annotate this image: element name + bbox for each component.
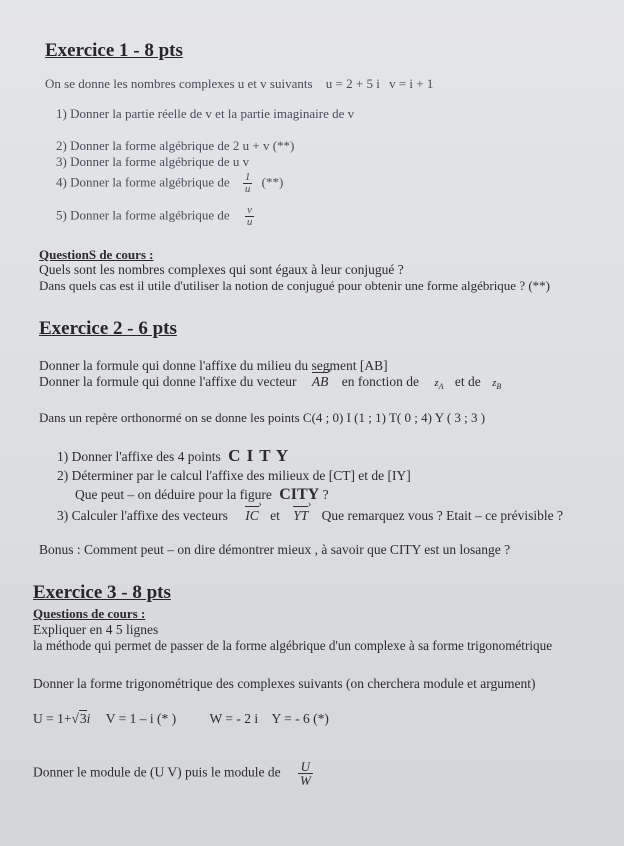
ex3-last-numerator: U (298, 760, 313, 774)
ex2-line2-mid: en fonction de (341, 374, 419, 389)
ex1-u-def: u = 2 + 5 i (325, 76, 380, 91)
ex1-q4-text: 4) Donner la forme algébrique de (56, 174, 230, 190)
ex2-q1-points: C I T Y (228, 446, 290, 465)
ex3-last-denominator: W (299, 773, 311, 788)
ex2-bonus: Bonus : Comment peut – on dire démontrer mieux , à savoir que CITY est un losange ? (39, 542, 511, 557)
ex2-q3-suffix: Que remarquez vous ? Etait – ce prévisible ? (321, 508, 564, 523)
ex2-line2 (39, 374, 501, 391)
ex2-q2b-city: CITY (279, 486, 320, 503)
ex2-q3 (57, 508, 563, 524)
exercise-2-title: Exercice 2 - 6 pts (39, 318, 177, 339)
ex2-line2-text: Donner la formule qui donne l'affixe du vecteur (39, 374, 297, 389)
ex2-q2b (75, 486, 329, 504)
ex1-q3: 3) Donner la forme algébrique de u v (56, 154, 250, 169)
ex3-line2: la méthode qui permet de passer de la forme algébrique d'un complexe à sa forme trigonométrique (33, 638, 553, 653)
ex1-intro (45, 76, 433, 92)
ex2-line1: Donner la formule qui donne l'affixe du milieu du segment [AB] (39, 358, 388, 373)
ex2-q2b-suffix: ? (322, 487, 329, 502)
z-a-subscript: A (438, 382, 444, 392)
ex1-q5-numerator: v (245, 205, 255, 217)
ex1-q4-numerator: 1 (244, 171, 251, 183)
ex1-cours-q2: Dans quels cas est il utile d'utiliser la notion de conjugué pour obtenir une forme algébrique ? (**) (39, 278, 551, 293)
z-a (434, 377, 444, 392)
z-b-letter: z (492, 377, 497, 389)
ex1-q5-text: 5) Donner la forme algébrique de (56, 207, 230, 223)
ex1-intro-text: On se donne les nombres complexes u et v suivants (45, 76, 313, 91)
ex1-q4-marker: (**) (261, 174, 284, 190)
vector-ab: AB › (312, 374, 329, 390)
ex1-q4-fraction (243, 172, 253, 195)
ex3-v-def: V = 1 – i (* ) (105, 711, 177, 726)
ex1-q4 (56, 172, 283, 195)
ex3-complex-list (33, 711, 329, 727)
z-a-letter: z (434, 377, 439, 389)
ex3-u-prefix: U = 1+ (33, 711, 72, 726)
ex2-q1 (57, 446, 289, 466)
exercise-3-title: Exercice 3 - 8 pts (33, 582, 171, 603)
ex1-cours-title: QuestionS de cours : (39, 247, 154, 262)
ex1-q1: 1) Donner la partie réelle de v et la partie imaginaire de v (56, 106, 355, 121)
ex1-q5-fraction (245, 205, 255, 228)
ex3-w-def: W = - 2 i (209, 711, 259, 726)
ex3-last-text: Donner le module de (U V) puis le module de (33, 764, 281, 780)
ex2-q3-and: et (270, 508, 280, 523)
ex3-u-i: i (86, 711, 91, 726)
vector-ic: IC › (245, 508, 259, 524)
ex3-cours-title: Questions de cours : (33, 606, 146, 621)
ex2-q2: 2) Déterminer par le calcul l'affixe des milieux de [CT] et de [IY] (57, 468, 411, 483)
z-b-subscript: B (496, 382, 502, 392)
ex3-line1: Expliquer en 4 5 lignes (33, 622, 159, 637)
ex2-q1-text: 1) Donner l'affixe des 4 points (57, 449, 221, 464)
ex2-points: Dans un repère orthonormé on se donne les points C(4 ; 0) I (1 ; 1) T( 0 ; 4) Y ( 3 ; 3 ) (39, 410, 486, 425)
ex1-q4-denominator: u (244, 183, 251, 195)
ex2-q3-text: 3) Calculer l'affixe des vecteurs (57, 508, 228, 523)
ex3-last (33, 760, 313, 787)
ex1-v-def: v = i + 1 (389, 76, 434, 91)
ex1-q2: 2) Donner la forme algébrique de 2 u + v (**) (56, 138, 295, 153)
exercise-1-title: Exercice 1 - 8 pts (45, 40, 183, 61)
ex1-q5-denominator: u (246, 216, 253, 228)
ex2-q2b-text: Que peut – on déduire pour la figure (75, 487, 272, 502)
ex3-y-def: Y = - 6 (*) (271, 711, 329, 726)
ex3-line3: Donner la forme trigonométrique des complexes suivants (on cherchera module et argument) (33, 676, 536, 691)
vector-yt: YT › (293, 508, 308, 524)
ex2-line2-and: et de (454, 374, 481, 389)
ex3-u-root: √ (71, 711, 79, 726)
z-b (492, 377, 502, 392)
ex3-u-radicand: 3 (79, 711, 87, 726)
ex3-u-def (33, 710, 90, 726)
ex1-cours-q1: Quels sont les nombres complexes qui sont égaux à leur conjugué ? (39, 262, 404, 277)
ex3-last-fraction (298, 760, 313, 787)
ex1-q5 (56, 205, 254, 228)
